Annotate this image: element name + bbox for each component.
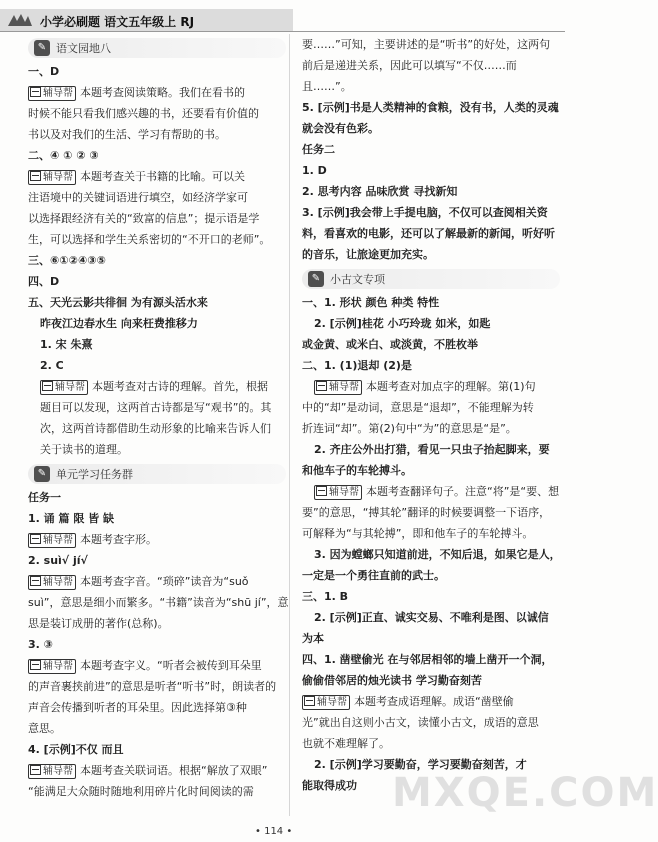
tutor-tag: [40, 380, 88, 395]
text-line: [28, 439, 286, 460]
text-line: [302, 76, 560, 97]
line-text: suì”，意思是细小而繁多。“书籍”读音为“shū jí”，意: [28, 596, 289, 609]
book-icon: [30, 87, 41, 97]
explanation-line: [28, 82, 286, 103]
text-line: [28, 187, 286, 208]
tutor-tag-label: 辅导帮: [43, 87, 73, 99]
line-text: 2. [示例]桂花 小巧玲珑 如米，如匙: [314, 317, 491, 330]
line-text: 昨夜江边春水生 向来枉费推移力: [40, 317, 198, 330]
tutor-tag-label: 辅导帮: [43, 765, 73, 777]
line-text: 1. 宋 朱熹: [40, 338, 93, 351]
line-text: 注语境中的关键词语进行填空，如经济学家可: [28, 191, 248, 204]
line-text: 要”的意思，“搏其轮”翻译的时候要调整一下语序，: [302, 506, 551, 519]
answer-line: [302, 181, 560, 202]
line-text: 生，可以选择和学生关系密切的“不开口的老师”。: [28, 233, 271, 246]
column-divider: [289, 34, 290, 816]
section-title: 单元学习任务群: [56, 467, 133, 481]
left-column: [28, 34, 289, 802]
book-icon: [316, 381, 327, 391]
answer-line: [302, 292, 560, 313]
line-text: 三、1. B: [302, 590, 349, 603]
line-text: 前后是递进关系，因此可以填写“不仅……而: [302, 59, 517, 72]
line-text: 次，这两首诗都借助生动形象的比喻来告诉人们: [40, 422, 271, 435]
answer-line: [28, 634, 286, 655]
tutor-tag: [314, 380, 362, 395]
tutor-tag-label: 辅导帮: [317, 696, 347, 708]
line-text: 二、1. (1)退却 (2)是: [302, 359, 412, 372]
text-line: [28, 103, 286, 124]
line-text: 一、1. 形状 颜色 种类 特性: [302, 296, 440, 309]
line-text: 本题考查关联词语。根据“解放了双眼”: [80, 764, 268, 777]
line-text: 1. 诵 篇 限 皆 缺: [28, 512, 114, 525]
text-line: [302, 55, 560, 76]
line-text: 意思。: [28, 722, 61, 735]
line-text: 任务一: [28, 491, 61, 504]
answer-line: [302, 160, 560, 181]
explanation-line: [28, 760, 286, 781]
answer-line: [302, 670, 560, 691]
answer-line: [302, 355, 560, 376]
line-text: 2. 思考内容 品味欣赏 寻找新知: [302, 185, 458, 198]
line-text: 五、天光云影共徘徊 为有源头活水来: [28, 296, 208, 309]
text-line: [28, 718, 286, 739]
line-text: 就会没有色彩。: [302, 122, 379, 135]
answer-line: [28, 271, 286, 292]
text-line: [28, 613, 286, 634]
tutor-tag-label: 辅导帮: [43, 171, 73, 183]
book-icon: [30, 765, 41, 775]
line-text: 本题考查阅读策略。我们在看书的: [80, 86, 245, 99]
answer-line: [28, 334, 286, 355]
section-title: 小古文专项: [330, 272, 385, 286]
answer-line: [302, 628, 560, 649]
text-line: [28, 397, 286, 418]
pencil-icon: ✎: [34, 466, 50, 482]
tutor-tag-label: 辅导帮: [329, 486, 359, 498]
tutor-tag-label: 辅导帮: [43, 534, 73, 546]
pencil-icon: ✎: [308, 271, 324, 287]
header-divider: [0, 31, 565, 32]
explanation-line: [302, 376, 560, 397]
line-text: 本题考查对古诗的理解。首先，根据: [92, 380, 268, 393]
explanation-line: [302, 691, 560, 712]
section-heading: [28, 38, 286, 58]
answer-line: [28, 355, 286, 376]
section-title: 语文园地八: [56, 41, 111, 55]
pencil-icon: ✎: [34, 40, 50, 56]
answer-line: [302, 244, 560, 265]
explanation-line: [28, 655, 286, 676]
answer-line: [28, 292, 286, 313]
answer-line: [302, 607, 560, 628]
line-text: 3. ③: [28, 638, 53, 651]
text-line: [302, 733, 560, 754]
tutor-tag-label: 辅导帮: [329, 381, 359, 393]
book-icon: [30, 171, 41, 181]
line-text: 光”就出自这则小古文，读懂小古文，成语的意思: [302, 716, 539, 729]
text-line: [28, 676, 286, 697]
line-text: 料，看喜欢的电影，还可以了解最新的新闻，听好听: [302, 227, 555, 240]
text-line: [302, 712, 560, 733]
tutor-tag: [28, 575, 76, 590]
watermark: MXQE.COM: [392, 770, 658, 816]
line-text: 四、1. 凿壁偷光 在与邻居相邻的墙上凿开一个洞，: [302, 653, 553, 666]
line-text: 的声音裹挟前进”的意思是听者“听书”时，朗读者的: [28, 680, 277, 693]
line-text: 3. [示例]我会带上手提电脑，不仅可以查阅相关资: [302, 206, 548, 219]
explanation-line: [28, 166, 286, 187]
tutor-tag: [302, 695, 350, 710]
answer-line: [302, 586, 560, 607]
book-icon: [30, 660, 41, 670]
book-icon: [30, 576, 41, 586]
answer-line: [28, 508, 286, 529]
answer-line: [302, 439, 560, 460]
answer-line: [28, 61, 286, 82]
answer-line: [302, 649, 560, 670]
line-text: 且……”。: [302, 80, 352, 93]
answer-line: [28, 487, 286, 508]
answer-line: [28, 313, 286, 334]
book-icon: [304, 696, 315, 706]
section-heading: [28, 464, 286, 484]
line-text: 本题考查字音。“琐碎”读音为“suǒ: [80, 575, 249, 588]
answer-line: [28, 739, 286, 760]
answer-line: [28, 550, 286, 571]
tutor-tag-label: 辅导帮: [43, 660, 73, 672]
answer-line: [302, 118, 560, 139]
line-text: 偷偷借邻居的烛光读书 学习勤奋刻苦: [302, 674, 482, 687]
text-line: [28, 229, 286, 250]
line-text: 任务二: [302, 143, 335, 156]
text-line: [302, 397, 560, 418]
line-text: 2. 齐庄公外出打猎，看见一只虫子抬起脚来，要: [314, 443, 550, 456]
tutor-tag: [28, 170, 76, 185]
line-text: 和他车子的车轮搏斗。: [302, 464, 412, 477]
line-text: 三、⑥①②④③⑤: [28, 254, 106, 267]
book-icon: [42, 381, 53, 391]
text-line: [28, 208, 286, 229]
line-text: 2. C: [40, 359, 64, 372]
line-text: 要……”可知，主要讲述的是“听书”的好处，这两句: [302, 38, 551, 51]
line-text: 可解释为“与其轮搏”，即和他车子的车轮搏斗。: [302, 527, 534, 540]
line-text: 为本: [302, 632, 324, 645]
answer-line: [302, 334, 560, 355]
tutor-tag-label: 辅导帮: [55, 381, 85, 393]
answer-line: [302, 202, 560, 223]
line-text: 2. [示例]学习要勤奋，学习要勤奋刻苦，才: [314, 758, 527, 771]
text-line: [28, 124, 286, 145]
answer-line: [28, 145, 286, 166]
line-text: 思是装订成册的著作(总称)。: [28, 617, 169, 630]
explanation-line: [28, 376, 286, 397]
answer-line: [302, 223, 560, 244]
tutor-tag: [314, 485, 362, 500]
answer-line: [302, 139, 560, 160]
line-text: 书以及对我们的生活、学习有帮助的书。: [28, 128, 226, 141]
line-text: 一定是一个勇往直前的武士。: [302, 569, 445, 582]
text-line: [302, 523, 560, 544]
line-text: 2. suì√ jí√: [28, 554, 88, 567]
book-icon: [316, 486, 327, 496]
page-number: • 114 •: [255, 826, 293, 837]
book-icon: [30, 534, 41, 544]
line-text: 题目可以发现，这两首古诗都是写“观书”的。其: [40, 401, 272, 414]
line-text: 本题考查字形。: [80, 533, 157, 546]
tutor-tag: [28, 86, 76, 101]
line-text: 以选择跟经济有关的“致富的信息”；提示语是学: [28, 212, 260, 225]
answer-line: [302, 460, 560, 481]
text-line: [28, 781, 286, 802]
line-text: 或金黄、或米白、或淡黄，不胜枚举: [302, 338, 478, 351]
line-text: 2. [示例]正直、诚实交易、不唯利是图、以诚信: [314, 611, 549, 624]
tutor-tag: [28, 659, 76, 674]
line-text: 5. [示例]书是人类精神的食粮，没有书，人类的灵魂: [302, 101, 559, 114]
explanation-line: [302, 481, 560, 502]
answer-line: [302, 565, 560, 586]
line-text: 4. [示例]不仅 而且: [28, 743, 124, 756]
text-line: [28, 418, 286, 439]
line-text: 3. 因为螳螂只知道前进，不知后退，如果它是人，: [314, 548, 561, 561]
line-text: 本题考查字义。“听者会被传到耳朵里: [80, 659, 262, 672]
answer-line: [302, 97, 560, 118]
section-heading: [302, 269, 560, 289]
page-header: [0, 0, 565, 32]
explanation-line: [28, 529, 286, 550]
line-text: 关于读书的道理。: [40, 443, 128, 456]
answer-line: [28, 250, 286, 271]
line-text: 四、D: [28, 275, 60, 288]
line-text: 中的“却”是动词，意思是“退却”，不能理解为转: [302, 401, 534, 414]
line-text: 二、④ ① ② ③: [28, 149, 99, 162]
explanation-line: [28, 571, 286, 592]
text-line: [302, 502, 560, 523]
header-title: 小学必刷题 语文五年级上 RJ: [40, 15, 195, 29]
line-text: 本题考查翻译句子。注意“将”是“要、想: [366, 485, 560, 498]
answer-line: [302, 313, 560, 334]
line-text: “能满足大众随时随地利用碎片化时间阅读的需: [28, 785, 254, 798]
line-text: 一、D: [28, 65, 60, 78]
line-text: 时候不能只看我们感兴趣的书，还要看有价值的: [28, 107, 259, 120]
line-text: 本题考查对加点字的理解。第(1)句: [366, 380, 536, 393]
answer-line: [302, 544, 560, 565]
right-column: [302, 34, 560, 796]
line-text: 也就不难理解了。: [302, 737, 390, 750]
text-line: [302, 418, 560, 439]
text-line: [28, 697, 286, 718]
text-line: [28, 592, 289, 613]
tutor-tag-label: 辅导帮: [43, 576, 73, 588]
line-text: 的音乐，让旅途更加充实。: [302, 248, 434, 261]
text-line: [302, 34, 560, 55]
tutor-tag: [28, 533, 76, 548]
line-text: 能取得成功: [302, 779, 357, 792]
tutor-tag: [28, 764, 76, 779]
line-text: 折连词“却”。第(2)句中“为”的意思是“是”。: [302, 422, 517, 435]
line-text: 声音会传播到听者的耳朵里。因此选择第③种: [28, 701, 247, 714]
book-logo-icon: [6, 12, 34, 28]
line-text: 1. D: [302, 164, 327, 177]
line-text: 本题考查成语理解。成语“凿壁偷: [354, 695, 514, 708]
line-text: 本题考查关于书籍的比喻。可以关: [80, 170, 245, 183]
